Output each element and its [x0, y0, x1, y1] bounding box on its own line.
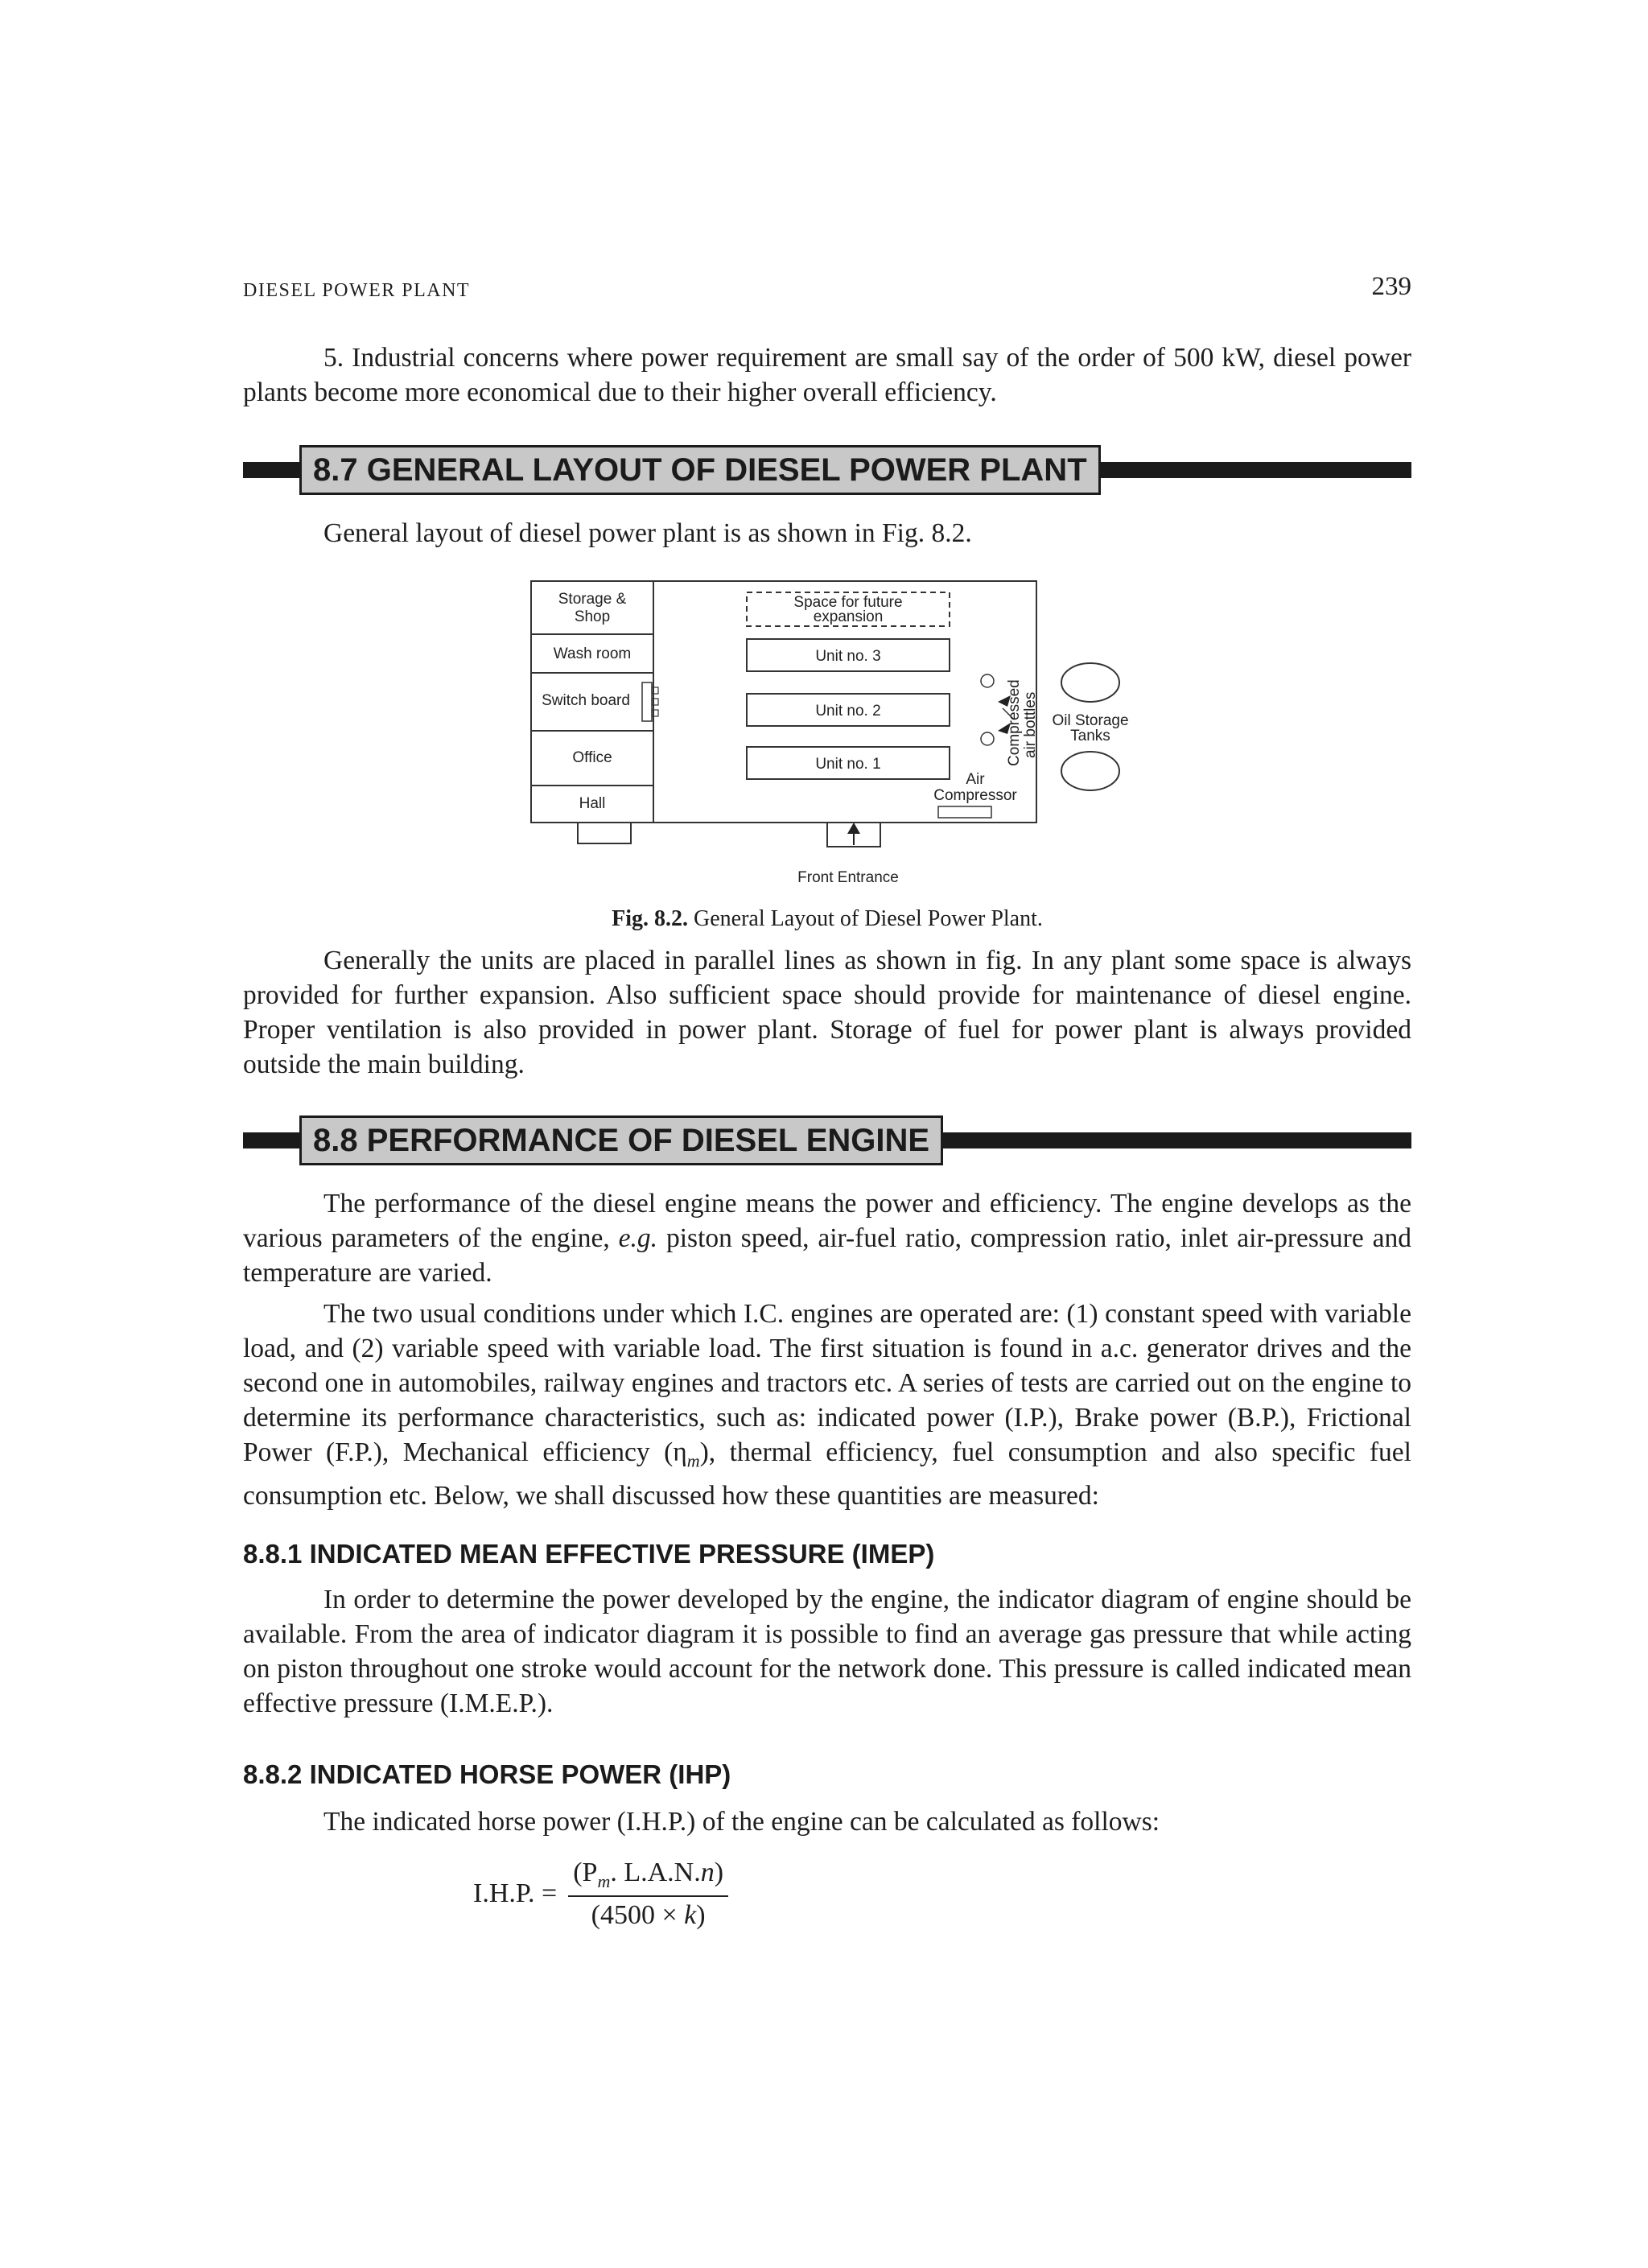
unit-2-label: Unit no. 2 — [815, 703, 881, 720]
performance-paragraph-2: The two usual conditions under which I.C. engines are operated are: (1) constant speed with variable load, and (2) variable speed with variable load. The first situation is found in a.c. generator drives and the second one in automobiles, railway engines and tractors etc. A series of tests are carried out on the engine to determine its performance characteristics, such as: indicated power (I.P.), Brake power (B.P.), Frictional Power (F.P.), Mechanical efficiency $(\eta_m)$, thermal efficiency, fuel consumption and also specific fuel consumption etc. Below, we shall discussed how these quantities are measured: — [243, 1299, 1411, 1511]
office-label: Office — [572, 749, 612, 766]
imep-paragraph: In order to determine the power developed by the engine, the indicator diagram of engine should be available. From the area of indicator diagram it is possible to find an average gas pressure that while acting on piston throughout one stroke would account for the network done. This pressure is called indicated mean effective pressure (I.M.E.P.). — [243, 1585, 1411, 1718]
performance-paragraph-1: The performance of the diesel engine means the power and efficiency. The engine develops as the various parameters of the engine, e.g. piston speed, air-fuel ratio, compression ratio, inlet air-pressure and temperature are varied. — [243, 1189, 1411, 1288]
future-space-label-2: expansion — [813, 608, 884, 625]
subsection-heading-8-8-2: 8.8.2 INDICATED HORSE POWER (IHP) — [243, 1759, 731, 1789]
formula-lhs: I.H.P. = — [473, 1878, 558, 1909]
subsection-heading-8-8-1: 8.8.1 INDICATED MEAN EFFECTIVE PRESSURE (IMEP) — [243, 1539, 935, 1569]
oil-storage-label: Oil Storage — [1052, 712, 1129, 729]
layout-figure — [483, 563, 1167, 893]
section-8-7-intro: General layout of diesel power plant is as shown in Fig. 8.2. — [323, 518, 972, 548]
oil-tank-icon — [1061, 663, 1119, 702]
side-door — [578, 823, 631, 843]
wash-room-label: Wash room — [553, 645, 632, 662]
switch-board-label: Switch board — [542, 692, 630, 709]
unit-1-label: Unit no. 1 — [815, 756, 881, 773]
hall-label: Hall — [579, 795, 606, 812]
switch-board-panel — [642, 682, 652, 721]
oil-storage-label-2: Tanks — [1070, 728, 1110, 744]
storage-shop-label-2: Shop — [574, 608, 611, 625]
unit-3-label: Unit no. 3 — [815, 648, 881, 665]
formula-numerator: ($P_m$. L.A.N.n) — [568, 1858, 728, 1897]
running-head: DIESEL POWER PLANT — [243, 280, 471, 301]
air-bottle-icon — [981, 732, 994, 745]
air-compressor-label: Air — [966, 771, 985, 788]
air-compressor-box — [938, 806, 991, 818]
section-heading-8-8: 8.8 PERFORMANCE OF DIESEL ENGINE — [299, 1115, 943, 1165]
front-entrance-label: Front Entrance — [797, 869, 899, 886]
figure-caption — [243, 906, 1411, 932]
air-compressor-label-2: Compressor — [933, 787, 1017, 804]
ihp-paragraph: The indicated horse power (I.H.P.) of the engine can be calculated as follows: — [323, 1807, 1160, 1837]
page-number: 239 — [1371, 272, 1411, 301]
plant-layout-diagram — [483, 563, 1167, 893]
storage-shop-label: Storage & — [558, 591, 627, 608]
section-heading-8-7: 8.7 GENERAL LAYOUT OF DIESEL POWER PLANT — [299, 445, 1101, 495]
compressed-air-label: Compressed — [1006, 679, 1023, 766]
air-bottle-icon — [981, 674, 994, 687]
entrance-arrow-icon — [847, 823, 860, 834]
future-space-label: Space for future — [793, 594, 903, 611]
ihp-formula — [473, 1858, 728, 1931]
compressed-air-label-2: air bottles — [1022, 691, 1039, 758]
intro-paragraph: 5. Industrial concerns where power requirement are small say of the order of 500 kW, diesel power plants become more economical due to their higher overall efficiency. — [243, 343, 1411, 407]
formula-fraction — [568, 1858, 728, 1931]
caption-text: General Layout of Diesel Power Plant. — [694, 906, 1043, 931]
formula-denominator: (4500 × k) — [591, 1899, 706, 1930]
caption-label: Fig. 8.2. — [612, 906, 688, 931]
layout-paragraph: Generally the units are placed in parallel lines as shown in fig. In any plant some space is always provided for further expansion. Also sufficient space should provide for maintenance of diesel engine. Proper ventilation is also provided in power plant. Storage of fuel for power plant is always provided outside the main building. — [243, 946, 1411, 1079]
oil-tank-icon — [1061, 752, 1119, 790]
